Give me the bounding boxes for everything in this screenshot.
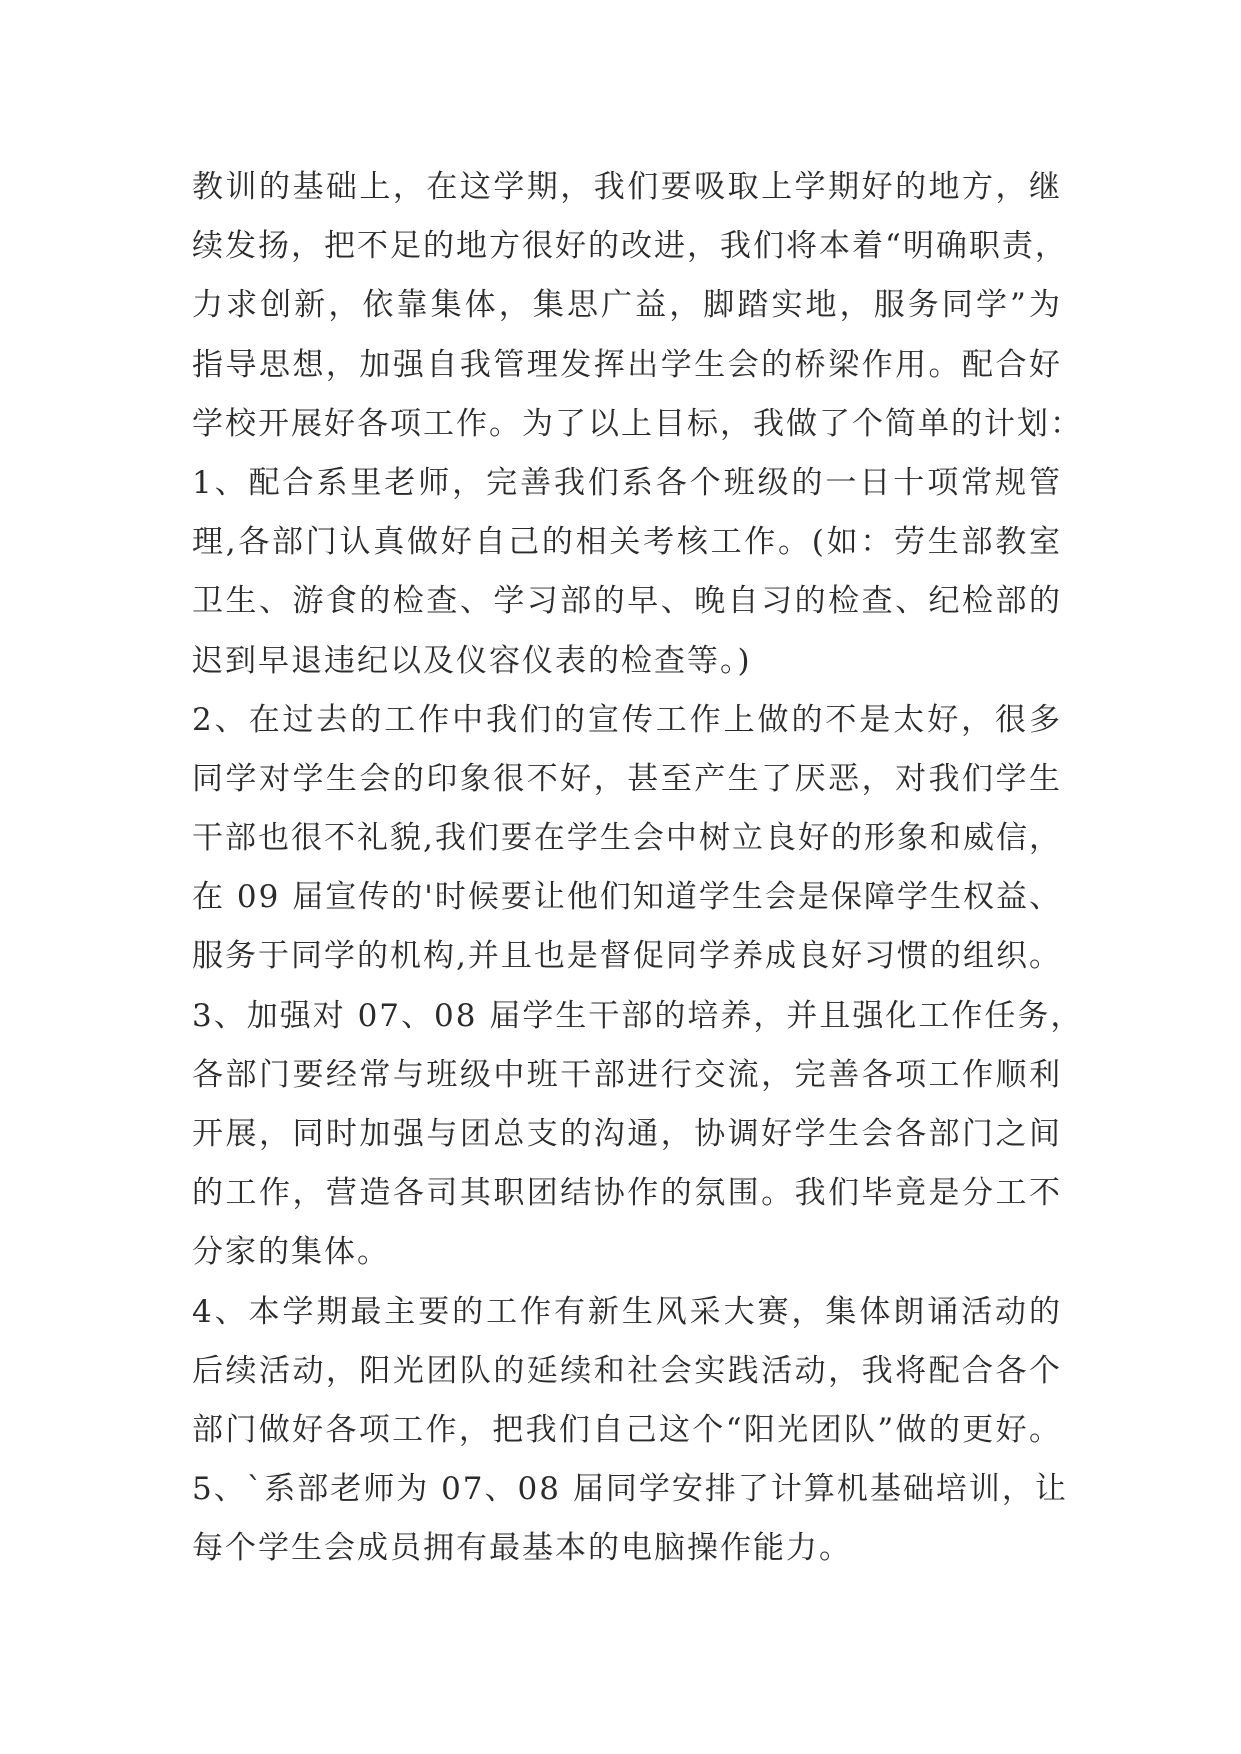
text-line: 分家的集体。: [192, 1234, 390, 1271]
text-line: 同学对学生会的印象很不好，甚至产生了厌恶，对我们学生: [192, 760, 1062, 797]
text-line: 卫生、游食的检查、学习部的早、晚自习的检查、纪检部的: [192, 583, 1062, 620]
text-line: 教训的基础上，在这学期，我们要吸取上学期好的地方，继: [192, 169, 1062, 205]
text-line: 5、`系部老师为 07、08 届同学安排了计算机基础培训，让: [192, 1471, 1068, 1508]
text-line: 每个学生会成员拥有最基本的电脑操作能力。: [192, 1530, 852, 1567]
text-line: 干部也很不礼貌,我们要在学生会中树立良好的形象和威信，: [192, 820, 1062, 857]
text-line: 3、加强对 07、08 届学生干部的培养，并且强化工作任务，: [192, 997, 1084, 1034]
text-line: 的工作，营造各司其职团结协作的氛围。我们毕竟是分工不: [192, 1175, 1062, 1212]
text-line: 续发扬，把不足的地方很好的改进，我们将本着“明确职责，: [192, 228, 1068, 265]
text-line: 力求创新，依靠集体，集思广益，脚踏实地，服务同学”为: [192, 287, 1062, 324]
text-line: 开展，同时加强与团总支的沟通，协调好学生会各部门之间: [192, 1116, 1062, 1152]
text-line: 1、配合系里老师，完善我们系各个班级的一日十项常规管: [192, 464, 1062, 501]
text-line: 部门做好各项工作，把我们自己这个“阳光团队”做的更好。: [192, 1411, 1062, 1448]
text-line: 后续活动，阳光团队的延续和社会实践活动，我将配合各个: [192, 1352, 1062, 1389]
text-line: 服务于同学的机构,并且也是督促同学养成良好习惯的组织。: [192, 938, 1062, 975]
text-line: 2、在过去的工作中我们的宣传工作上做的不是太好，很多: [192, 701, 1062, 738]
text-line: 4、本学期最主要的工作有新生风采大赛，集体朗诵活动的: [192, 1293, 1062, 1330]
text-line: 指导思想，加强自我管理发挥出学生会的桥梁作用。配合好: [192, 346, 1062, 383]
text-line: 在 09 届宣传的'时候要让他们知道学生会是保障学生权益、: [192, 879, 1062, 916]
document-body: [192, 158, 1084, 1579]
text-line: 理,各部门认真做好自己的相关考核工作。(如：劳生部教室: [192, 524, 1062, 561]
text-line: 迟到早退违纪以及仪容仪表的检查等。): [192, 642, 752, 679]
text-line: 各部门要经常与班级中班干部进行交流，完善各项工作顺利: [192, 1056, 1062, 1093]
text-line: 学校开展好各项工作。为了以上目标，我做了个简单的计划：: [192, 405, 1083, 442]
